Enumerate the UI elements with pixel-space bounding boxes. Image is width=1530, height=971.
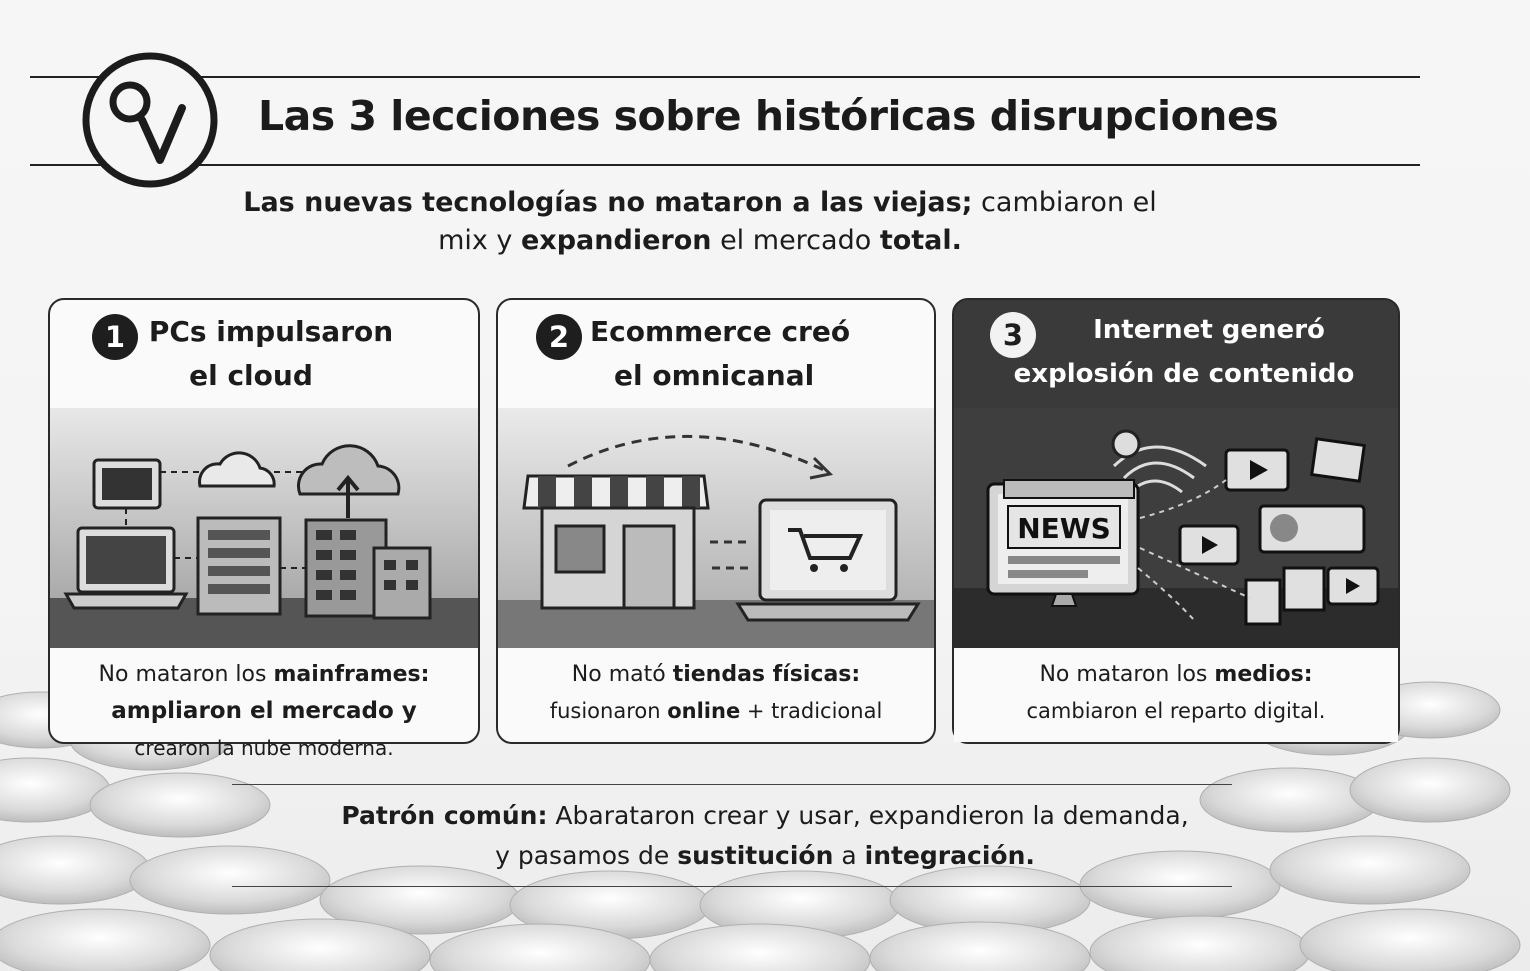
lesson-number-badge: 1 — [92, 314, 138, 360]
footer-text: Abarataron crear y usar, expandieron la demanda, — [547, 801, 1189, 830]
footer-text: a — [833, 841, 865, 870]
intro-mix: mix y — [438, 225, 521, 256]
lesson-heading-line1: Internet generó — [1093, 315, 1325, 345]
monitor-icon — [94, 460, 160, 508]
lesson-heading-line1: PCs impulsaron — [148, 315, 394, 348]
desc-text: fusionaron — [549, 699, 668, 723]
desc-text: cambiaron el reparto digital. — [1026, 699, 1326, 723]
footer-label: Patrón común: — [341, 801, 548, 830]
pcs-cloud-illustration — [50, 408, 478, 648]
intro-expand: expandieron — [521, 225, 712, 256]
intro-market: el mercado — [711, 225, 880, 256]
lesson-card-header — [50, 300, 478, 408]
desc-text: No mató — [571, 662, 673, 687]
intro-text — [0, 184, 1400, 260]
lesson-card-1 — [48, 298, 480, 760]
header-rule-bottom — [30, 164, 1420, 166]
desc-bold: ampliaron el mercado y — [111, 698, 417, 724]
desc-text: No mataron los — [98, 662, 274, 687]
lesson-heading-line2: explosión de contenido — [1013, 359, 1355, 389]
laptop-icon — [66, 528, 186, 608]
lesson-description — [50, 656, 478, 767]
footer-bold: integración. — [864, 841, 1035, 870]
content-explosion-illustration — [954, 408, 1398, 648]
lesson-card-header — [954, 300, 1398, 408]
footer-rule-bottom — [232, 886, 1232, 887]
intro-total: total. — [879, 225, 962, 256]
footer-bold: sustitución — [677, 841, 834, 870]
news-label: NEWS — [1017, 512, 1111, 545]
header-rule-top — [30, 76, 1420, 78]
footer-rule-top — [232, 784, 1232, 785]
lesson-heading-line2: el cloud — [189, 359, 313, 392]
lesson-number-badge: 2 — [536, 314, 582, 360]
lesson-card-3 — [952, 298, 1400, 744]
ov-logo-icon — [82, 52, 218, 188]
lesson-description — [954, 648, 1398, 742]
lesson-heading-line2: el omnicanal — [614, 359, 815, 392]
lesson-description — [498, 656, 934, 730]
news-monitor-icon — [988, 480, 1138, 606]
lesson-number-badge: 3 — [990, 312, 1036, 358]
footer-summary — [0, 796, 1530, 876]
desc-bold: medios: — [1214, 662, 1313, 687]
lesson-heading-line1: Ecommerce creó — [590, 315, 851, 348]
omnichannel-illustration — [498, 408, 934, 648]
server-icon — [198, 518, 280, 614]
desc-text: + tradicional — [740, 699, 883, 723]
desc-bold: mainframes: — [273, 662, 430, 687]
desc-bold: tiendas físicas: — [672, 662, 861, 687]
lesson-heading — [590, 310, 860, 398]
lesson-heading — [146, 310, 396, 398]
lesson-card-2 — [496, 298, 936, 744]
desc-text: crearon la nube moderna. — [134, 736, 394, 760]
desc-text: No mataron los — [1039, 662, 1215, 687]
footer-text: y pasamos de — [495, 841, 678, 870]
lesson-card-header — [498, 300, 934, 408]
intro-rest: cambiaron el — [972, 187, 1157, 218]
lesson-heading — [994, 308, 1374, 396]
intro-bold: Las nuevas tecnologías no mataron a las viejas; — [243, 187, 973, 218]
page-title: Las 3 lecciones sobre históricas disrupciones — [258, 92, 1279, 140]
desc-bold: online — [667, 699, 741, 723]
storefront-icon — [524, 476, 708, 608]
